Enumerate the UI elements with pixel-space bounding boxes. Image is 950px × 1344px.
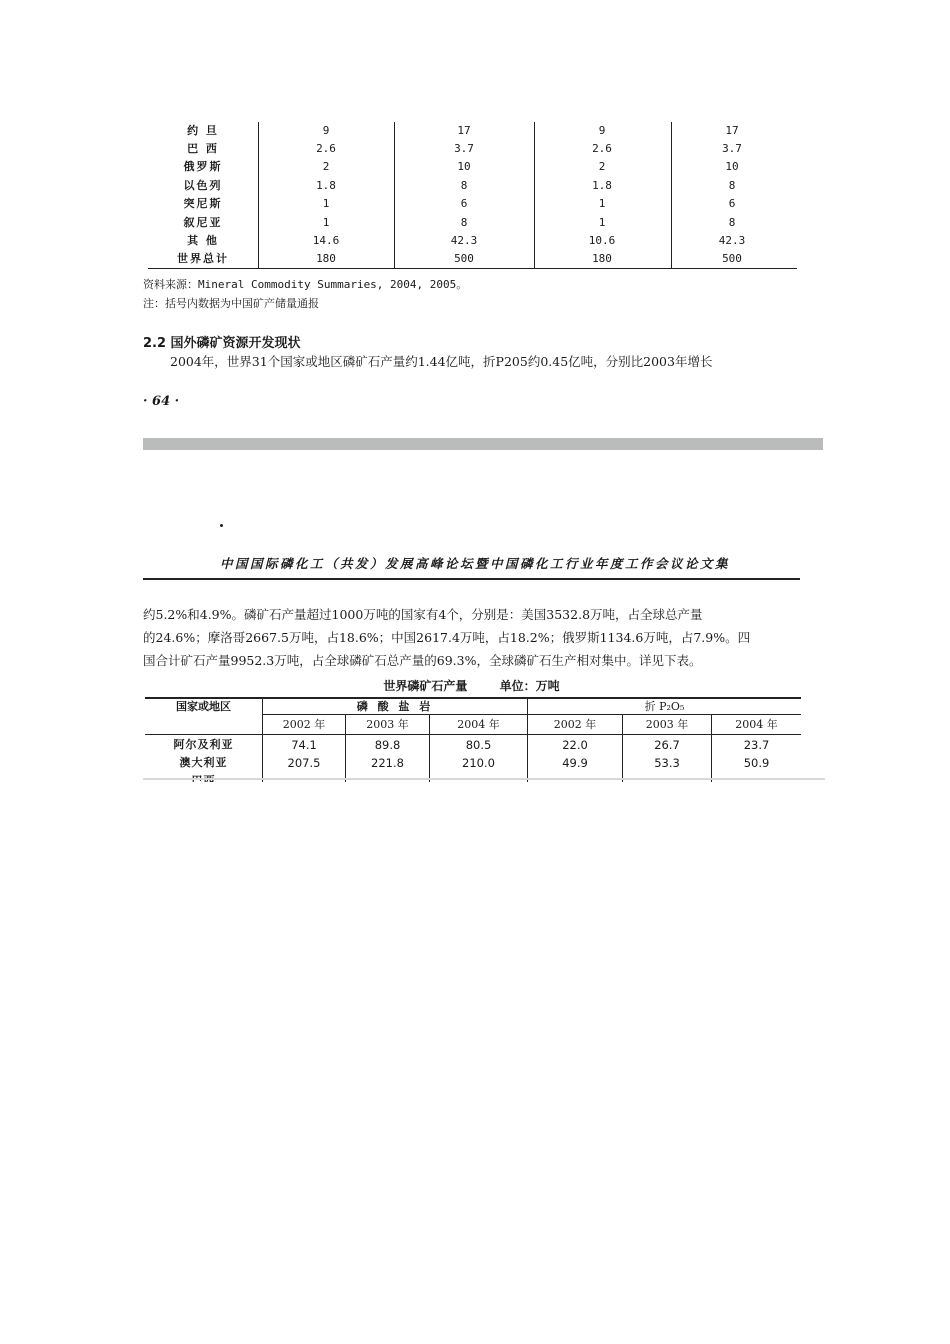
table-cell: 26.7 — [654, 738, 680, 752]
scan-speck — [220, 524, 223, 527]
year-header: 2002 年 — [282, 718, 326, 731]
region-name: 巴 西 — [187, 142, 219, 155]
table-cell: 3.7 — [722, 142, 742, 155]
table-title — [143, 677, 800, 694]
region-name: 阿尔及利亚 — [173, 738, 234, 751]
table-cell: 50.9 — [743, 756, 770, 770]
running-header: 中国国际磷化工（共发）发展高峰论坛暨中国磷化工行业年度工作会议论文集 — [219, 556, 730, 571]
table-row — [148, 250, 797, 268]
group-header-phosphate: 磷 酸 盐 岩 — [356, 700, 434, 713]
table-cell: 17 — [725, 124, 739, 137]
table-cell: 180 — [592, 252, 612, 265]
table-cell: 8 — [460, 216, 468, 229]
region-name: 俄罗斯 — [183, 160, 223, 173]
region-name: 以色列 — [183, 179, 223, 192]
table-cell: 49.9 — [562, 756, 588, 770]
table-cell: 1 — [598, 197, 606, 210]
table-row — [148, 122, 797, 140]
region-name: 叙尼亚 — [183, 216, 223, 229]
region-header: 国家或地区 — [176, 700, 231, 713]
table-cell: 8 — [728, 216, 736, 229]
table-cell: 53.3 — [654, 756, 680, 770]
paragraph-line: 的24.6%；摩洛哥2667.5万吨，占18.6%；中国2617.4万吨，占18.2%；俄罗斯1134.6万吨，占7.9%。四 — [143, 630, 751, 645]
page-number: · 64 · — [143, 394, 180, 409]
table-cell: 8 — [460, 179, 468, 192]
header-rule — [143, 578, 800, 580]
remark-note: 注：括号内数据为中国矿产储量通报 — [143, 297, 319, 310]
table-cell: 22.0 — [562, 738, 588, 752]
table-row — [148, 158, 797, 176]
source-note: 资料来源：Mineral Commodity Summaries, 2004, 2005。 — [143, 278, 468, 291]
table-cell: 10 — [725, 160, 739, 173]
table-title-text: 世界磷矿石产量 — [383, 679, 468, 693]
table-cell: 89.8 — [374, 738, 401, 752]
table-cell: 6 — [460, 197, 468, 210]
table-cell: 500 — [722, 252, 742, 265]
table-cell: 10.6 — [588, 234, 616, 247]
region-name: 约 旦 — [187, 124, 219, 137]
group-header-p2o5: 折 P₂O₅ — [644, 700, 685, 713]
table-cell: 10 — [457, 160, 471, 173]
region-name: 世界总计 — [177, 252, 229, 265]
region-name: 突尼斯 — [183, 197, 223, 210]
table-cell: 17 — [457, 124, 471, 137]
table-cell: 42.3 — [450, 234, 478, 247]
region-name: 澳大利亚 — [179, 756, 228, 769]
section-heading: 2.2 国外磷矿资源开发现状 — [143, 336, 301, 351]
table-cell: 3.7 — [454, 142, 474, 155]
table-cell: 2 — [322, 160, 330, 173]
table-cell: 2.6 — [316, 142, 336, 155]
year-header: 2004 年 — [457, 718, 500, 731]
page-divider — [143, 438, 823, 450]
table-row — [148, 214, 797, 232]
table-row — [148, 232, 797, 250]
header-bottom-rule — [145, 734, 801, 735]
scan-edge — [143, 778, 825, 780]
table-cell: 2 — [598, 160, 606, 173]
table-row — [148, 140, 797, 158]
year-header: 2002 年 — [553, 718, 597, 731]
table-cell: 14.6 — [312, 234, 340, 247]
table-cell: 1 — [322, 216, 330, 229]
production-table — [145, 697, 801, 782]
table-cell: 42.3 — [718, 234, 746, 247]
table-cell: 9 — [322, 124, 330, 137]
table-row — [148, 177, 797, 195]
table-cell: 8 — [728, 179, 736, 192]
table-cell: 9 — [598, 124, 606, 137]
table-cell: 1 — [598, 216, 606, 229]
table-cell: 180 — [316, 252, 336, 265]
table-cell: 23.7 — [743, 738, 770, 752]
table-cell: 6 — [728, 197, 736, 210]
table-unit: 单位：万吨 — [499, 679, 560, 693]
year-header: 2003 年 — [366, 718, 409, 731]
paragraph-line: 国合计矿石产量9952.3万吨，占全球磷矿石总产量的69.3%，全球磷矿石生产相对集中。详见下表。 — [143, 653, 702, 668]
table-cell: 80.5 — [465, 738, 492, 752]
year-header: 2003 年 — [645, 718, 689, 731]
table-cell: 210.0 — [462, 756, 495, 770]
reserves-table — [148, 122, 797, 270]
table-row — [148, 195, 797, 213]
table-cell: 207.5 — [287, 756, 321, 770]
paragraph-line: 约5.2%和4.9%。磷矿石产量超过1000万吨的国家有4个，分别是：美国3532.8万吨，占全球总产量 — [143, 607, 703, 622]
table-cell: 1.8 — [592, 179, 612, 192]
paragraph-top: 2004年，世界31个国家或地区磷矿石产量约1.44亿吨，折P205约0.45亿吨，分别比2003年增长 — [170, 354, 713, 369]
region-name: 其 他 — [187, 234, 219, 247]
table-cell: 2.6 — [592, 142, 612, 155]
year-header: 2004 年 — [735, 718, 778, 731]
table-cell: 221.8 — [371, 756, 404, 770]
table-bottom-rule — [148, 268, 797, 269]
table-cell: 74.1 — [291, 738, 317, 752]
table-cell: 500 — [454, 252, 474, 265]
table-cell: 1 — [322, 197, 330, 210]
table-cell: 1.8 — [316, 179, 336, 192]
